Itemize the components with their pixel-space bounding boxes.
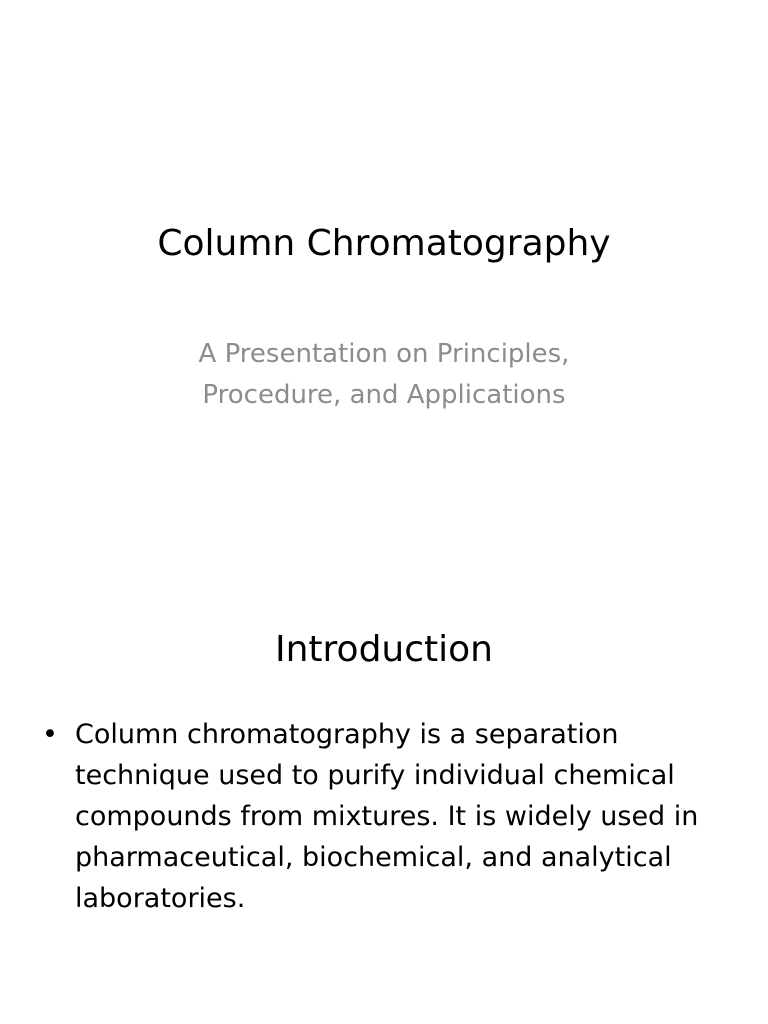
bullet-icon: • [42, 719, 58, 750]
slide-title: Introduction [274, 629, 493, 670]
bullet-text: Column chromatography is a separation technique used to purify individual chemical compounds from mixtures. It is widely used in pharmaceutical, biochemical, and analytical laboratories. [75, 719, 699, 914]
bullet-item [38, 714, 738, 919]
bullet-list [38, 714, 738, 919]
introduction-slide [0, 576, 768, 1024]
presentation-subtitle: A Presentation on Principles, Procedure, and Applications [198, 339, 570, 410]
presentation-title: Column Chromatography [157, 223, 611, 264]
